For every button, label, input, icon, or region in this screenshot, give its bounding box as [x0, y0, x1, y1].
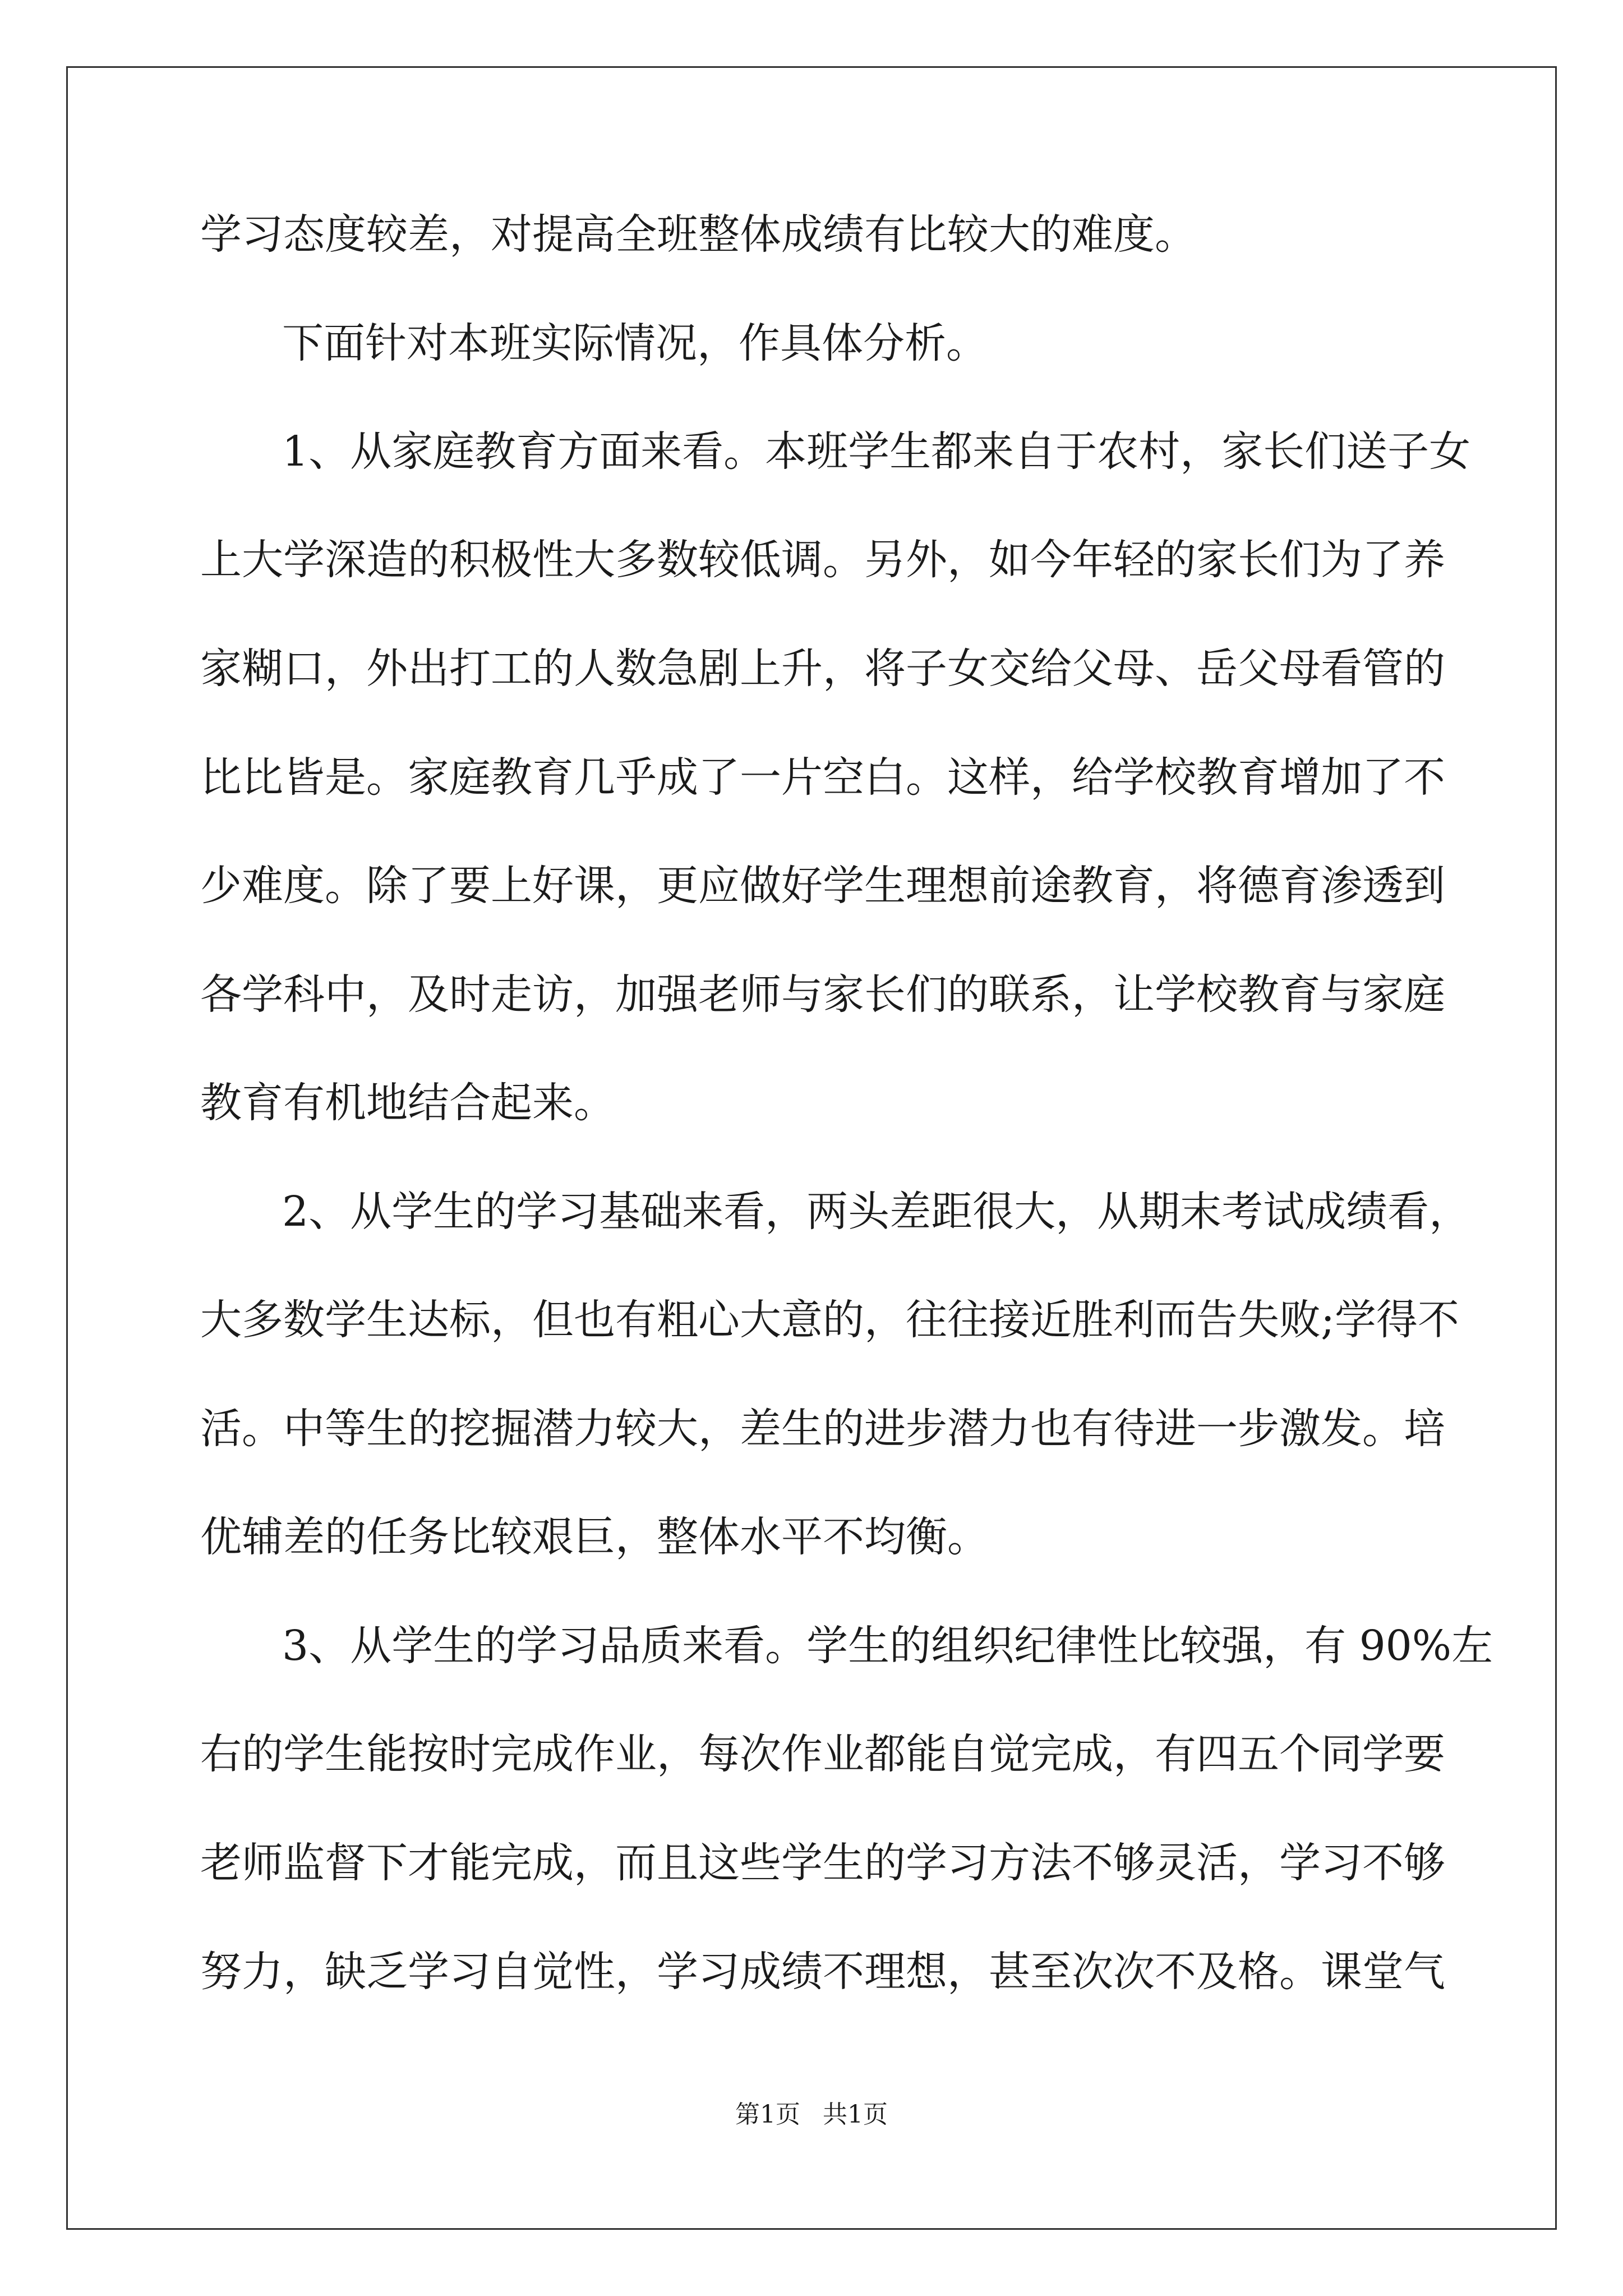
text-line: 右的学生能按时完成作业，每次作业都能自觉完成，有四五个同学要 [200, 1730, 1445, 1778]
text-line: 活。中等生的挖掘潜力较大，差生的进步潜力也有待进一步激发。培 [200, 1405, 1445, 1453]
text-line: 各学科中，及时走访，加强老师与家长们的联系，让学校教育与家庭 [200, 970, 1445, 1019]
text-line: 学习态度较差，对提高全班整体成绩有比较大的难度。 [200, 210, 1196, 259]
text-line: 上大学深造的积极性大多数较低调。另外，如今年轻的家长们为了养 [200, 536, 1445, 584]
text-line: 优辅差的任务比较艰巨，整体水平不均衡。 [200, 1513, 989, 1561]
text-line: 努力，缺乏学习自觉性，学习成绩不理想，甚至次次不及格。课堂气 [200, 1948, 1445, 1996]
page-number: 第1页 [735, 2100, 800, 2129]
text-line: 下面针对本班实际情况，作具体分析。 [282, 319, 988, 367]
text-line: 1、从家庭教育方面来看。本班学生都来自于农村，家长们送子女 [282, 427, 1471, 476]
text-line: 家糊口，外出打工的人数急剧上升，将子女交给父母、岳父母看管的 [200, 645, 1445, 693]
text-line: 比比皆是。家庭教育几乎成了一片空白。这样，给学校教育增加了不 [200, 753, 1445, 802]
text-line: 少难度。除了要上好课，更应做好学生理想前途教育，将德育渗透到 [200, 862, 1445, 910]
text-line: 老师监督下才能完成，而且这些学生的学习方法不够灵活，学习不够 [200, 1839, 1445, 1887]
page-total: 共1页 [823, 2100, 888, 2129]
text-line: 2、从学生的学习基础来看，两头差距很大，从期末考试成绩看， [282, 1188, 1471, 1236]
text-line: 大多数学生达标，但也有粗心大意的，往往接近胜利而告失败;学得不 [200, 1296, 1459, 1344]
text-line: 教育有机地结合起来。 [200, 1079, 615, 1127]
page-footer [0, 2098, 1623, 2132]
text-line: 3、从学生的学习品质来看。学生的组织纪律性比较强，有 90%左 [282, 1622, 1493, 1670]
page-border [66, 66, 1557, 2230]
